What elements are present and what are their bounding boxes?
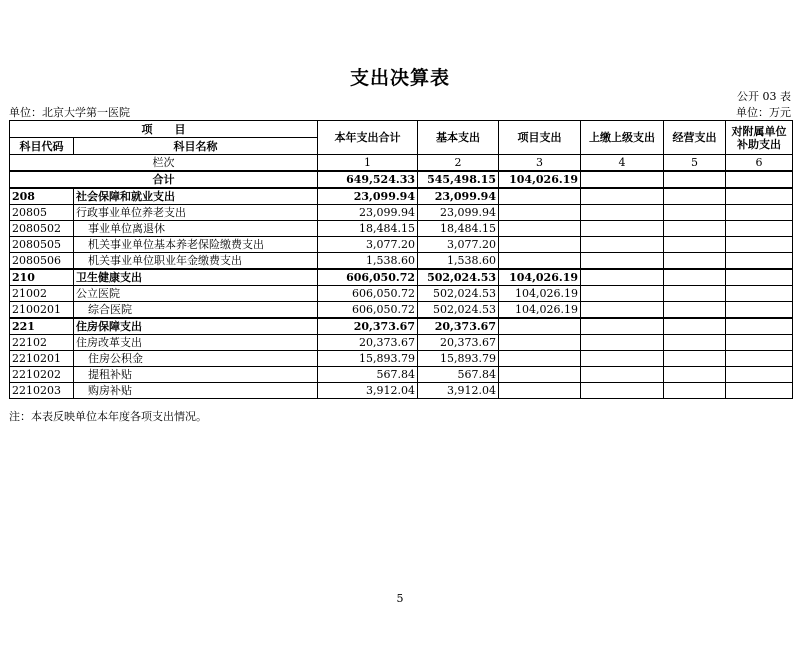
- amount-project: [499, 318, 581, 335]
- empty-cell: [664, 269, 726, 286]
- empty-cell: [664, 302, 726, 319]
- empty-cell: [581, 383, 664, 399]
- amount-project: [499, 205, 581, 221]
- currency-unit: 单位：万元: [736, 106, 791, 119]
- account-code: 2210201: [10, 351, 74, 367]
- amount-project: [499, 383, 581, 399]
- empty-cell: [581, 205, 664, 221]
- empty-cell: [664, 318, 726, 335]
- empty-cell: [664, 335, 726, 351]
- header-item: 项 目: [10, 121, 318, 138]
- amount-basic: 20,373.67: [418, 318, 499, 335]
- amount-basic: 567.84: [418, 367, 499, 383]
- account-code: 2080506: [10, 253, 74, 270]
- amount-total: 567.84: [318, 367, 418, 383]
- table-row: [10, 221, 793, 237]
- empty-cell: [581, 335, 664, 351]
- account-code: 2100201: [10, 302, 74, 319]
- table-row: [10, 383, 793, 399]
- empty-cell: [664, 188, 726, 205]
- empty-cell: [726, 237, 793, 253]
- amount-basic: 3,912.04: [418, 383, 499, 399]
- table-row: [10, 237, 793, 253]
- amount-total: 20,373.67: [318, 318, 418, 335]
- empty-cell: [664, 253, 726, 270]
- column-number: 4: [581, 155, 664, 172]
- empty-cell: [726, 318, 793, 335]
- account-name: 住房改革支出: [74, 335, 318, 351]
- account-name: 提租补贴: [74, 367, 318, 383]
- empty-cell: [581, 302, 664, 319]
- amount-basic: 18,484.15: [418, 221, 499, 237]
- account-name: 卫生健康支出: [74, 269, 318, 286]
- table-code: 公开 03 表: [737, 90, 791, 103]
- amount-basic: 20,373.67: [418, 335, 499, 351]
- amount-project: [499, 351, 581, 367]
- amount-total: 606,050.72: [318, 269, 418, 286]
- total-basic: 545,498.15: [418, 171, 499, 188]
- empty-cell: [726, 302, 793, 319]
- empty-cell: [726, 335, 793, 351]
- total-project: 104,026.19: [499, 171, 581, 188]
- empty-cell: [726, 351, 793, 367]
- account-name: 公立医院: [74, 286, 318, 302]
- empty-cell: [581, 253, 664, 270]
- total-row: [10, 171, 793, 188]
- amount-total: 23,099.94: [318, 205, 418, 221]
- amount-total: 15,893.79: [318, 351, 418, 367]
- empty-cell: [581, 269, 664, 286]
- empty-cell: [664, 383, 726, 399]
- header-basic: 基本支出: [418, 121, 499, 155]
- column-number: 3: [499, 155, 581, 172]
- header-name: 科目名称: [74, 138, 318, 155]
- empty-cell: [664, 205, 726, 221]
- total-label: 合计: [10, 171, 318, 188]
- account-name: 住房公积金: [74, 351, 318, 367]
- amount-basic: 23,099.94: [418, 188, 499, 205]
- column-number-label: 栏次: [10, 155, 318, 172]
- account-name: 机关事业单位职业年金缴费支出: [74, 253, 318, 270]
- column-number: 2: [418, 155, 499, 172]
- empty-cell: [664, 221, 726, 237]
- account-code: 2210203: [10, 383, 74, 399]
- empty-cell: [726, 269, 793, 286]
- expenditure-table: [9, 120, 793, 399]
- amount-basic: 15,893.79: [418, 351, 499, 367]
- table-row: [10, 335, 793, 351]
- amount-total: 18,484.15: [318, 221, 418, 237]
- amount-total: 20,373.67: [318, 335, 418, 351]
- account-code: 221: [10, 318, 74, 335]
- empty-cell: [581, 318, 664, 335]
- table-row: [10, 188, 793, 205]
- amount-basic: 502,024.53: [418, 269, 499, 286]
- account-name: 机关事业单位基本养老保险缴费支出: [74, 237, 318, 253]
- empty-cell: [581, 286, 664, 302]
- column-number: 1: [318, 155, 418, 172]
- amount-total: 1,538.60: [318, 253, 418, 270]
- account-name: 购房补贴: [74, 383, 318, 399]
- footnote: 注：本表反映单位本年度各项支出情况。: [9, 410, 207, 423]
- account-name: 事业单位离退休: [74, 221, 318, 237]
- amount-total: 3,912.04: [318, 383, 418, 399]
- amount-project: 104,026.19: [499, 269, 581, 286]
- account-code: 208: [10, 188, 74, 205]
- account-code: 20805: [10, 205, 74, 221]
- amount-basic: 1,538.60: [418, 253, 499, 270]
- empty-cell: [726, 286, 793, 302]
- empty-cell: [664, 367, 726, 383]
- empty-cell: [726, 221, 793, 237]
- table-row: [10, 269, 793, 286]
- empty-cell: [581, 237, 664, 253]
- amount-project: [499, 188, 581, 205]
- amount-project: 104,026.19: [499, 286, 581, 302]
- account-name: 住房保障支出: [74, 318, 318, 335]
- account-code: 22102: [10, 335, 74, 351]
- header-business: 经营支出: [664, 121, 726, 155]
- amount-total: 606,050.72: [318, 286, 418, 302]
- empty-cell: [581, 367, 664, 383]
- empty-cell: [726, 367, 793, 383]
- table-row: [10, 302, 793, 319]
- empty-cell: [726, 205, 793, 221]
- page-number: 5: [396, 592, 404, 605]
- empty-cell: [581, 351, 664, 367]
- empty-cell: [726, 383, 793, 399]
- header-total: 本年支出合计: [318, 121, 418, 155]
- header-subsidy: 对附属单位补助支出: [726, 121, 793, 155]
- empty-cell: [664, 351, 726, 367]
- header-code: 科目代码: [10, 138, 74, 155]
- total-amount: 649,524.33: [318, 171, 418, 188]
- account-code: 210: [10, 269, 74, 286]
- page-title: 支出决算表: [349, 67, 450, 89]
- table-row: [10, 351, 793, 367]
- table-row: [10, 205, 793, 221]
- amount-project: [499, 335, 581, 351]
- amount-project: [499, 237, 581, 253]
- column-number: 5: [664, 155, 726, 172]
- amount-basic: 502,024.53: [418, 286, 499, 302]
- amount-project: [499, 221, 581, 237]
- amount-total: 606,050.72: [318, 302, 418, 319]
- amount-basic: 502,024.53: [418, 302, 499, 319]
- table-row: [10, 253, 793, 270]
- account-name: 社会保障和就业支出: [74, 188, 318, 205]
- table-row: [10, 286, 793, 302]
- empty-cell: [726, 253, 793, 270]
- amount-project: [499, 367, 581, 383]
- account-name: 行政事业单位养老支出: [74, 205, 318, 221]
- amount-total: 3,077.20: [318, 237, 418, 253]
- header-project: 项目支出: [499, 121, 581, 155]
- reporting-unit: 单位：北京大学第一医院: [9, 106, 130, 119]
- account-code: 2080505: [10, 237, 74, 253]
- empty-cell: [581, 221, 664, 237]
- amount-basic: 23,099.94: [418, 205, 499, 221]
- amount-project: [499, 253, 581, 270]
- account-code: 2080502: [10, 221, 74, 237]
- account-code: 2210202: [10, 367, 74, 383]
- amount-project: 104,026.19: [499, 302, 581, 319]
- account-code: 21002: [10, 286, 74, 302]
- amount-total: 23,099.94: [318, 188, 418, 205]
- empty-cell: [664, 237, 726, 253]
- amount-basic: 3,077.20: [418, 237, 499, 253]
- account-name: 综合医院: [74, 302, 318, 319]
- table-row: [10, 367, 793, 383]
- header-remit: 上缴上级支出: [581, 121, 664, 155]
- column-number: 6: [726, 155, 793, 172]
- empty-cell: [726, 188, 793, 205]
- empty-cell: [581, 188, 664, 205]
- empty-cell: [664, 286, 726, 302]
- table-row: [10, 318, 793, 335]
